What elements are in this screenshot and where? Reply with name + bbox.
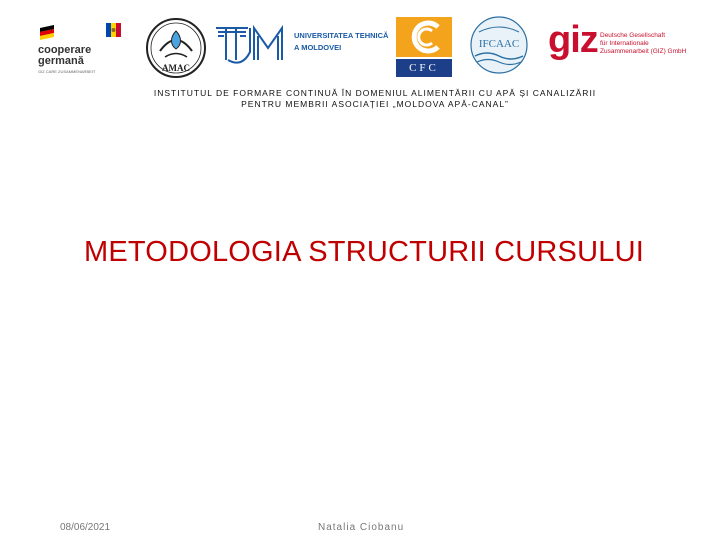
institute-line2: PENTRU MEMBRII ASOCIAȚIEI „MOLDOVA APĂ-CANAL” xyxy=(241,99,509,109)
cooperare-line2: germană xyxy=(38,55,84,67)
cooperare-sub: GIZ CARE ZUSAMMENARBEIT xyxy=(38,69,96,74)
giz-line1: Deutsche Gesellschaft xyxy=(600,32,666,39)
amac-label: AMAC xyxy=(162,63,190,73)
cooperare-line1: cooperare xyxy=(38,44,92,56)
cooperare-germana-logo xyxy=(30,18,126,80)
giz-mark: giz xyxy=(548,19,598,61)
giz-line2: für Internationale xyxy=(600,40,649,47)
amac-logo xyxy=(145,17,207,79)
logo-bar xyxy=(0,0,720,90)
utm-line2: A MOLDOVEI xyxy=(294,43,342,52)
giz-logo xyxy=(548,19,688,66)
footer-author: Natalia Ciobanu xyxy=(318,522,405,533)
ifcaac-logo xyxy=(469,12,529,78)
giz-line3: Zusammenarbeit (GIZ) GmbH xyxy=(600,48,687,55)
utm-line1: UNIVERSITATEA TEHNICĂ xyxy=(294,31,389,40)
utm-logo xyxy=(214,22,389,64)
footer-date: 08/06/2021 xyxy=(60,522,111,533)
institute-heading xyxy=(100,88,650,110)
institute-line1: INSTITUTUL DE FORMARE CONTINUĂ ÎN DOMENIUL ALIMENTĂRII CU APĂ ȘI CANALIZĂRII xyxy=(153,88,597,98)
slide-title: METODOLOGIA STRUCTURII CURSULUI xyxy=(84,236,644,268)
cfc-logo xyxy=(394,15,454,79)
utm-mark xyxy=(214,22,294,64)
cfc-label: CFC xyxy=(409,62,439,74)
ifcaac-label: IFCAAC xyxy=(478,38,520,50)
